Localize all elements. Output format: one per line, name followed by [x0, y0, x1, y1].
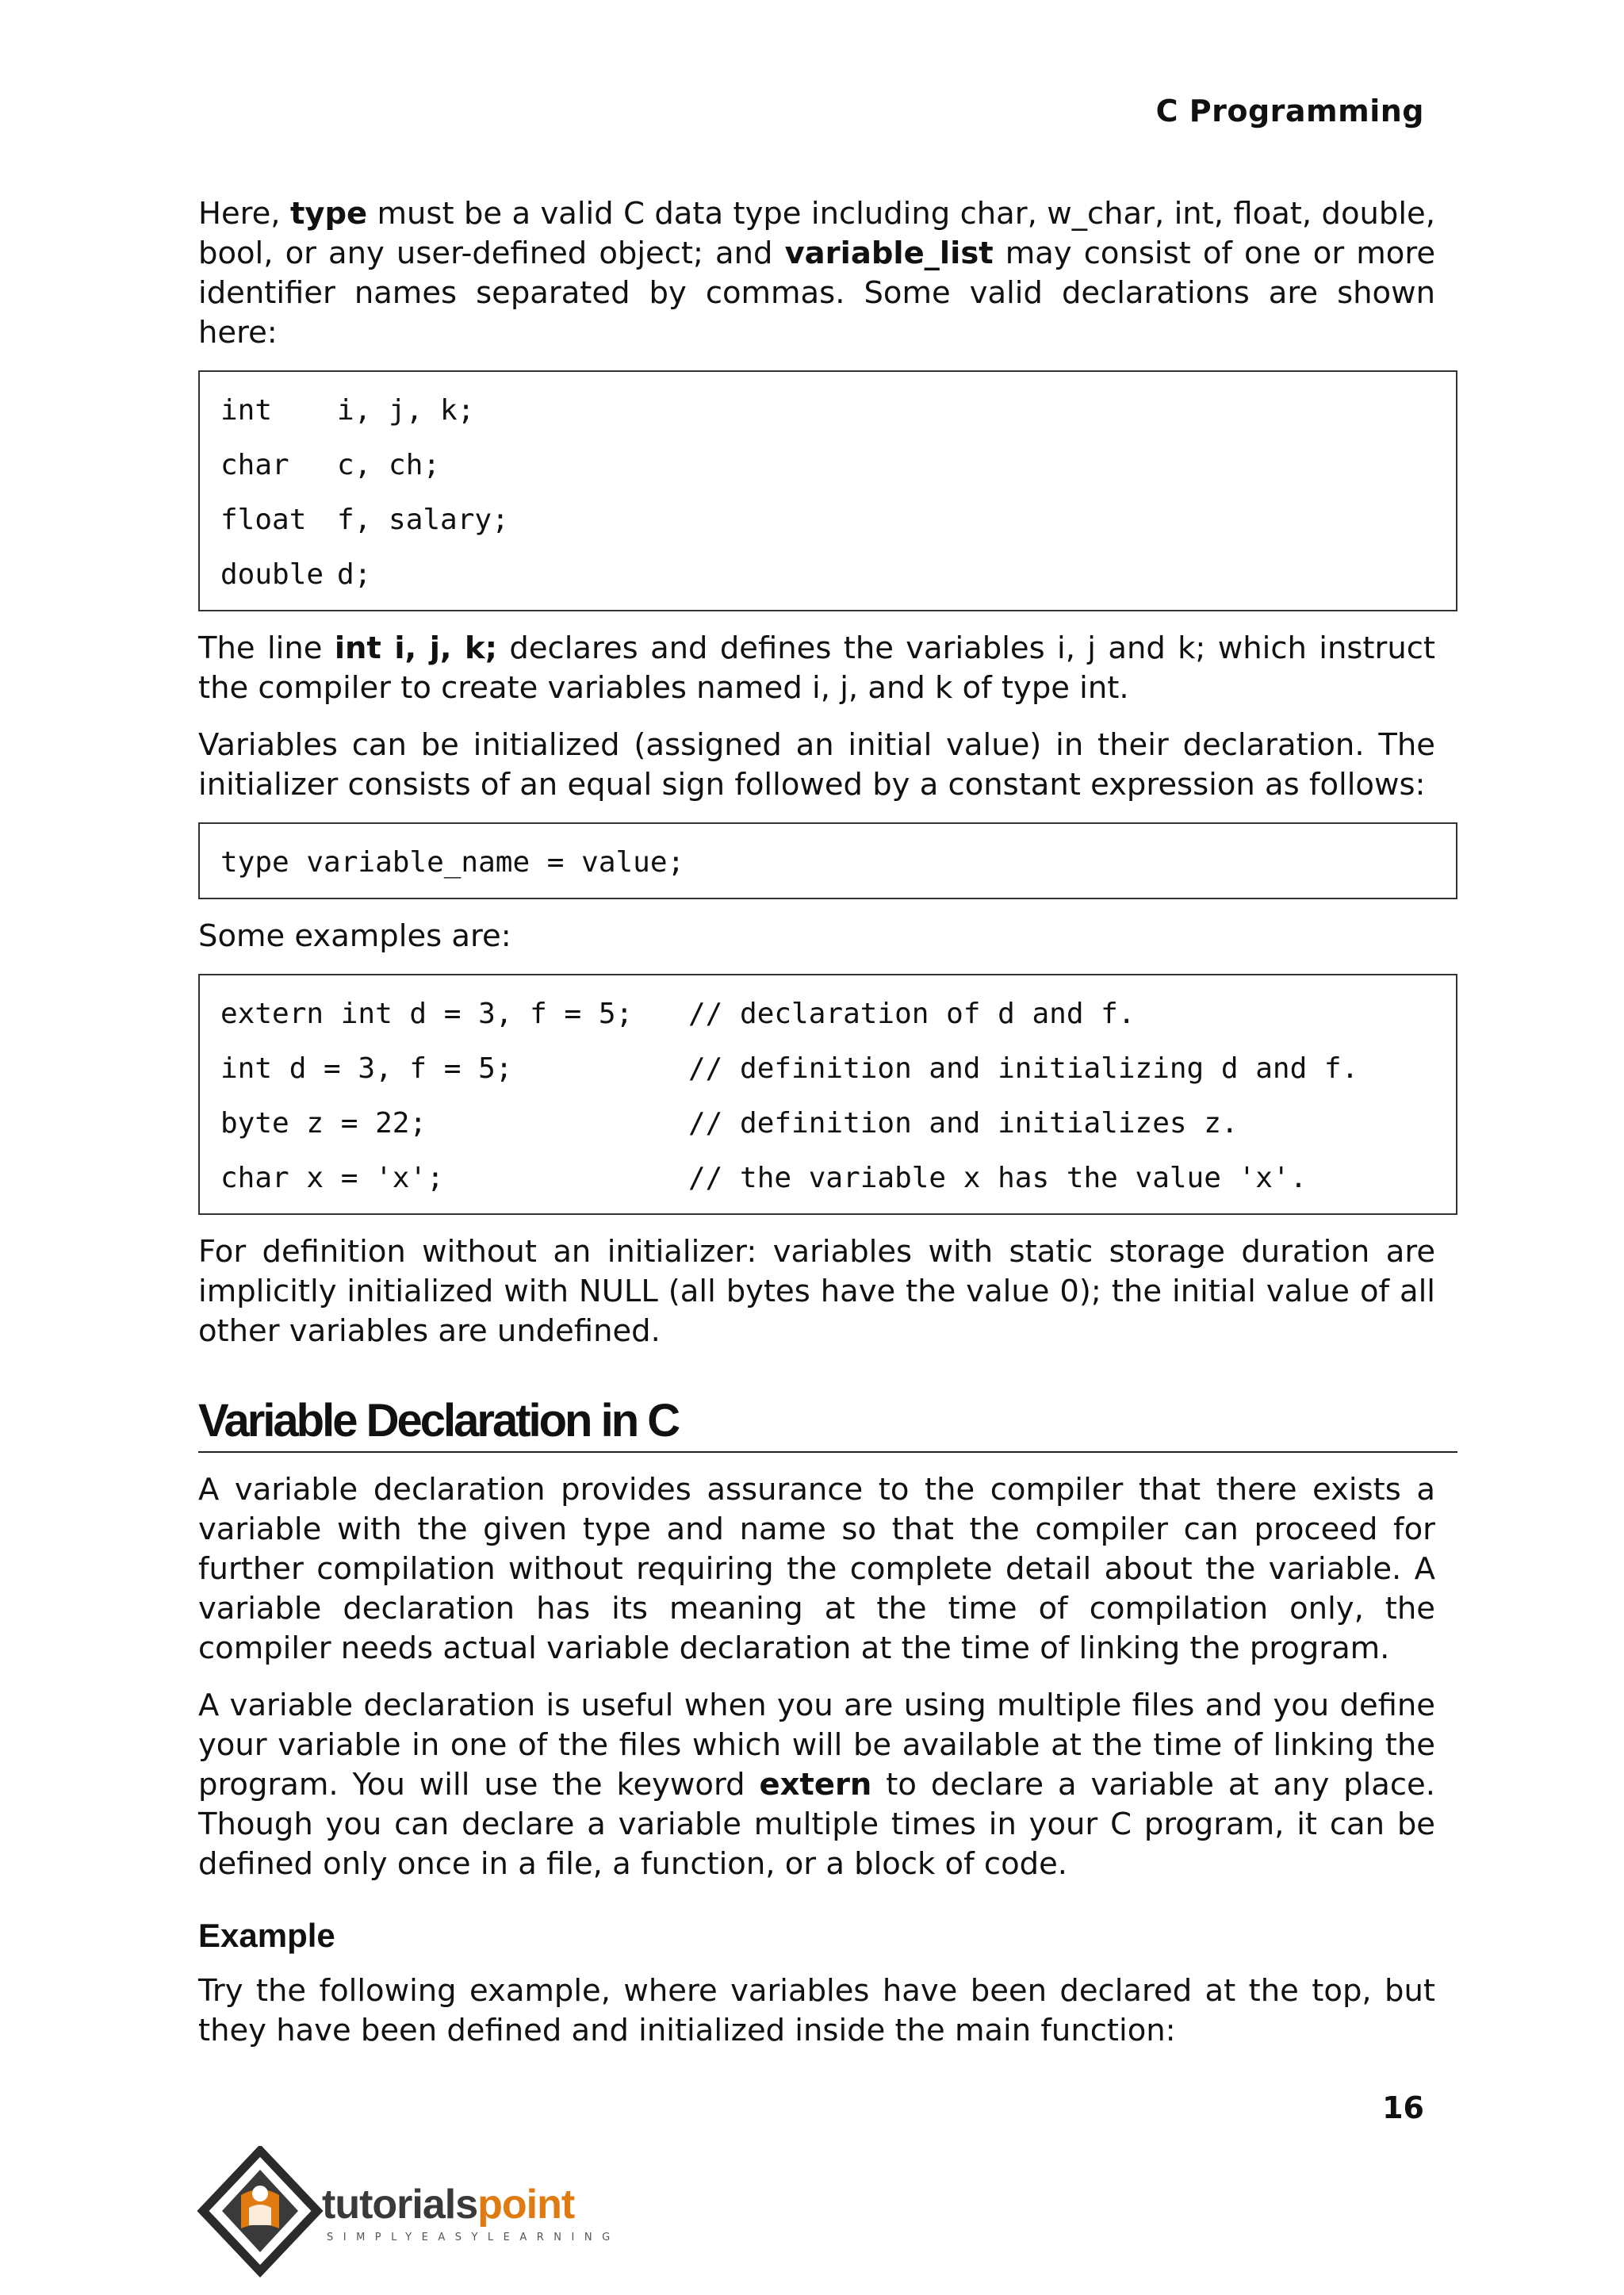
paragraph-declaration-assurance: A variable declaration provides assurance to the compiler that there exists a variable with the given type and name so that the compiler can proceed for further compilation without requiring the complete detail about the variable. A variable declaration has its meaning at the time of compilation only, the compiler needs actual variable declaration at the time of linking the program. [198, 1472, 1435, 1666]
code-type: float [220, 504, 307, 536]
code-comment: // declaration of d and f. [688, 998, 1136, 1030]
text: to declare a variable at any place. Though you can declare a variable multiple times in your C program, it can be defined only once in a file, a function, or a block of code. [198, 1767, 1435, 1882]
logo-word-tutorials: tutorials [322, 2182, 478, 2228]
code-vars: c, ch; [337, 449, 441, 481]
code-line [220, 987, 1435, 1041]
code-line [220, 492, 1435, 547]
logo-wordmark [322, 2181, 574, 2228]
text: may consist of one or more identifier names separated by commas. Some valid declarations are shown here: [198, 236, 1436, 351]
subsection-heading: Example [198, 1917, 335, 1954]
page-content [198, 194, 1435, 2068]
code-line [220, 383, 1435, 438]
code-statement: char x = 'x'; [220, 1162, 444, 1194]
code-block-initializer [198, 822, 1457, 899]
code-comment: // definition and initializes z. [688, 1107, 1239, 1140]
code-type: char [220, 449, 289, 481]
text: declares and defines the variables i, j and k; which instruct the compiler to create variables named i, j, and k of type int. [198, 630, 1436, 706]
code-line [220, 1041, 1435, 1096]
paragraph-initialization: Variables can be initialized (assigned an initial value) in their declaration. The initializer consists of an equal sign followed by a constant expression as follows: [198, 727, 1435, 803]
logo-word-point: point [477, 2182, 575, 2228]
logo-tagline: SIMPLYEASYLEARNING [327, 2232, 620, 2243]
code-comment: // definition and initializing d and f. [688, 1052, 1359, 1085]
code-line [220, 1096, 1435, 1151]
code-vars: i, j, k; [337, 394, 475, 427]
code-type: double [220, 558, 324, 591]
code-line [220, 438, 1435, 492]
code-block-examples [198, 974, 1457, 1215]
code-comment: // the variable x has the value 'x'. [688, 1162, 1308, 1194]
code-statement: extern int d = 3, f = 5; [220, 998, 634, 1030]
code-vars: f, salary; [337, 504, 509, 536]
page-number: 16 [1382, 2090, 1424, 2125]
bold-term-variable-list: variable_list [784, 236, 994, 271]
paragraph-no-initializer: For definition without an initializer: variables with static storage duration are implicitly initialized with NULL (all bytes have the value 0); the initial value of all other variables are undefined. [198, 1234, 1435, 1349]
bold-code-int-ijk: int i, j, k; [334, 630, 498, 666]
code-type: int [220, 394, 273, 427]
paragraph-line-explanation [198, 629, 1435, 708]
running-header: C Programming [1155, 94, 1424, 128]
code-line [220, 547, 1435, 602]
code-statement: byte z = 22; [220, 1107, 427, 1140]
section-heading: Variable Declaration in C [198, 1396, 1457, 1453]
paragraph-examples-intro: Some examples are: [198, 918, 511, 954]
code-statement: int d = 3, f = 5; [220, 1052, 513, 1085]
code-line [220, 1151, 1435, 1205]
paragraph-extern-usage [198, 1686, 1435, 1884]
text: A variable declaration is useful when you are using multiple files and you define your variable in one of the files which will be available at the time of linking the program. You will use the keyword [198, 1688, 1435, 1803]
paragraph-type-description [198, 194, 1435, 353]
text: must be a valid C data type including char, w_char, int, float, double, bool, or any user-defined object; and [198, 196, 1435, 271]
text: Here, [198, 196, 290, 232]
code-line: type variable_name = value; [220, 846, 685, 879]
code-block-declarations [198, 370, 1457, 611]
paragraph-example-intro: Try the following example, where variables have been declared at the top, but they have been defined and initialized inside the main function: [198, 1973, 1435, 2048]
tutorialspoint-logo [197, 2146, 641, 2281]
bold-term-type: type [289, 196, 368, 232]
code-vars: d; [337, 558, 372, 591]
logo-diamond-icon [197, 2146, 324, 2281]
text: The line [198, 630, 335, 666]
bold-keyword-extern: extern [759, 1767, 872, 1803]
